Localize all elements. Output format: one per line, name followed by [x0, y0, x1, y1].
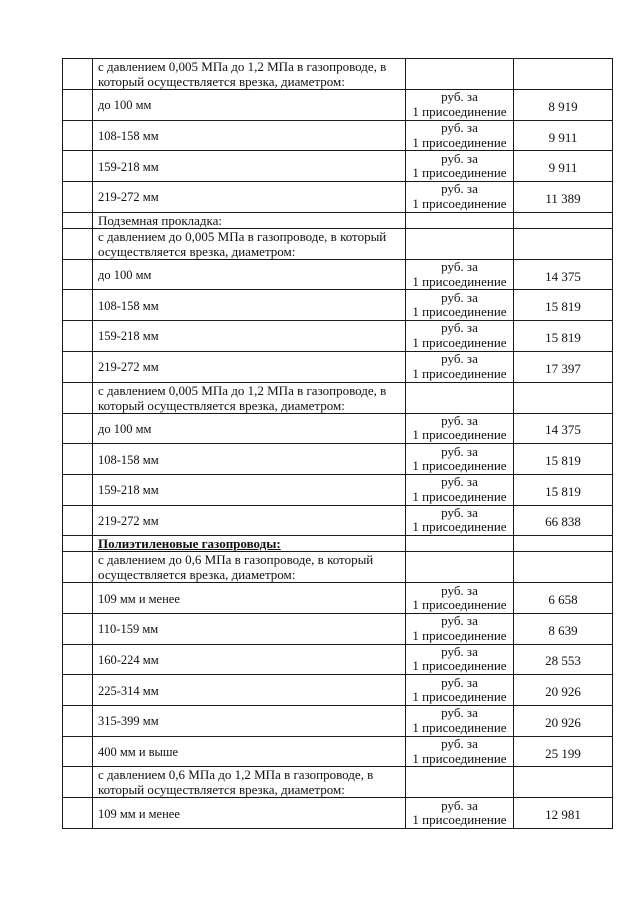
- unit-cell: [406, 798, 514, 829]
- unit-line: руб. за: [441, 89, 478, 105]
- price-cell: [514, 767, 613, 798]
- description-line: который осуществляется врезка, диаметром:: [98, 782, 345, 798]
- description-line: с давлением до 0,005 МПа в газопроводе, в который: [98, 228, 387, 244]
- unit-cell: [406, 90, 514, 121]
- unit-line: руб. за: [441, 351, 478, 367]
- description-cell: [93, 351, 406, 382]
- description-cell: [93, 613, 406, 644]
- description-cell: [93, 321, 406, 352]
- table-row: [63, 798, 613, 829]
- row-number-cell: [63, 351, 93, 382]
- row-number-cell: [63, 505, 93, 536]
- table-row: [63, 120, 613, 151]
- price-value: 12 981: [545, 807, 581, 823]
- pipe-diameter: до 100 мм: [98, 98, 152, 113]
- group-title-row: [63, 536, 613, 552]
- table-row: [63, 644, 613, 675]
- description-line: с давлением 0,005 МПа до 1,2 МПа в газопроводе, в: [98, 382, 387, 398]
- unit-line: 1 присоединение: [412, 273, 507, 289]
- table-row: [63, 351, 613, 382]
- description-cell: [93, 536, 406, 552]
- unit-line: 1 присоединение: [412, 750, 507, 766]
- subheader-row: [63, 382, 613, 413]
- unit-cell: [406, 613, 514, 644]
- unit-line: 1 присоединение: [412, 627, 507, 643]
- description-cell: [93, 59, 406, 90]
- table-row: [63, 583, 613, 614]
- pipe-diameter: 315-399 мм: [98, 714, 159, 729]
- unit-line: руб. за: [441, 259, 478, 275]
- unit-line: 1 присоединение: [412, 427, 507, 443]
- row-number-cell: [63, 413, 93, 444]
- price-value: 6 658: [548, 592, 578, 608]
- pipe-diameter: 160-224 мм: [98, 652, 159, 667]
- price-cell: [514, 444, 613, 475]
- description-cell: [93, 798, 406, 829]
- row-number-cell: [63, 90, 93, 121]
- row-number-cell: [63, 382, 93, 413]
- description-cell: [93, 182, 406, 213]
- unit-line: руб. за: [441, 181, 478, 197]
- table-body: [63, 59, 613, 829]
- pipe-diameter: 108-158 мм: [98, 452, 159, 467]
- price-value: 9 911: [548, 160, 578, 176]
- price-cell: [514, 505, 613, 536]
- unit-line: 1 присоединение: [412, 195, 507, 211]
- pipe-diameter: 109 мм и менее: [98, 591, 180, 606]
- table-row: [63, 444, 613, 475]
- price-value: 15 819: [545, 483, 581, 499]
- unit-cell: [406, 212, 514, 228]
- unit-cell: [406, 259, 514, 290]
- pipe-diameter: 108-158 мм: [98, 129, 159, 144]
- price-cell: [514, 736, 613, 767]
- unit-line: руб. за: [441, 120, 478, 136]
- description-cell: [93, 583, 406, 614]
- unit-cell: [406, 151, 514, 182]
- unit-cell: [406, 583, 514, 614]
- unit-line: руб. за: [441, 150, 478, 166]
- row-number-cell: [63, 736, 93, 767]
- row-number-cell: [63, 228, 93, 259]
- description-line: осуществляется врезка, диаметром:: [98, 567, 296, 583]
- description-cell: [93, 552, 406, 583]
- row-number-cell: [63, 675, 93, 706]
- table-row: [63, 613, 613, 644]
- subheader-row: [63, 59, 613, 90]
- price-cell: [514, 59, 613, 90]
- unit-cell: [406, 706, 514, 737]
- unit-cell: [406, 505, 514, 536]
- pipe-diameter: 108-158 мм: [98, 298, 159, 313]
- unit-line: руб. за: [441, 797, 478, 813]
- unit-line: 1 присоединение: [412, 334, 507, 350]
- section-row: [63, 212, 613, 228]
- price-cell: [514, 90, 613, 121]
- row-number-cell: [63, 59, 93, 90]
- tariff-table: [62, 58, 613, 829]
- price-cell: [514, 382, 613, 413]
- row-number-cell: [63, 613, 93, 644]
- price-value: 8 639: [548, 622, 578, 638]
- unit-line: руб. за: [441, 474, 478, 490]
- unit-cell: [406, 767, 514, 798]
- price-value: 15 819: [545, 299, 581, 315]
- price-cell: [514, 706, 613, 737]
- price-cell: [514, 182, 613, 213]
- price-value: 14 375: [545, 268, 581, 284]
- unit-cell: [406, 182, 514, 213]
- price-cell: [514, 228, 613, 259]
- group-title: Полиэтиленовые газопроводы:: [98, 536, 281, 552]
- price-value: 8 919: [548, 98, 578, 114]
- row-number-cell: [63, 536, 93, 552]
- table-row: [63, 675, 613, 706]
- unit-line: руб. за: [441, 582, 478, 598]
- unit-cell: [406, 536, 514, 552]
- subheader-row: [63, 552, 613, 583]
- unit-line: 1 присоединение: [412, 365, 507, 381]
- pipe-diameter: 110-159 мм: [98, 622, 159, 637]
- price-cell: [514, 120, 613, 151]
- price-cell: [514, 552, 613, 583]
- row-number-cell: [63, 212, 93, 228]
- table-row: [63, 151, 613, 182]
- price-cell: [514, 474, 613, 505]
- price-cell: [514, 351, 613, 382]
- unit-cell: [406, 552, 514, 583]
- pipe-diameter: 219-272 мм: [98, 513, 159, 528]
- description-cell: [93, 505, 406, 536]
- pipe-diameter: 225-314 мм: [98, 683, 159, 698]
- unit-line: руб. за: [441, 320, 478, 336]
- price-cell: [514, 259, 613, 290]
- row-number-cell: [63, 120, 93, 151]
- description-line: с давлением 0,005 МПа до 1,2 МПа в газопроводе, в: [98, 59, 387, 74]
- unit-cell: [406, 120, 514, 151]
- unit-cell: [406, 644, 514, 675]
- table-row: [63, 706, 613, 737]
- price-cell: [514, 290, 613, 321]
- description-cell: [93, 767, 406, 798]
- row-number-cell: [63, 552, 93, 583]
- unit-line: руб. за: [441, 413, 478, 428]
- row-number-cell: [63, 321, 93, 352]
- price-cell: [514, 536, 613, 552]
- unit-line: 1 присоединение: [412, 689, 507, 705]
- unit-line: руб. за: [441, 505, 478, 520]
- price-cell: [514, 798, 613, 829]
- unit-cell: [406, 413, 514, 444]
- unit-line: 1 присоединение: [412, 519, 507, 535]
- description-cell: [93, 644, 406, 675]
- unit-line: руб. за: [441, 289, 478, 305]
- description-cell: [93, 120, 406, 151]
- unit-cell: [406, 290, 514, 321]
- subheader-row: [63, 767, 613, 798]
- price-cell: [514, 151, 613, 182]
- price-value: 20 926: [545, 714, 581, 730]
- price-value: 14 375: [545, 422, 581, 438]
- description-line: с давлением до 0,6 МПа в газопроводе, в который: [98, 552, 374, 568]
- table-row: [63, 259, 613, 290]
- row-number-cell: [63, 798, 93, 829]
- unit-cell: [406, 59, 514, 90]
- unit-cell: [406, 444, 514, 475]
- row-number-cell: [63, 444, 93, 475]
- table-row: [63, 182, 613, 213]
- pipe-diameter: 159-218 мм: [98, 483, 159, 498]
- unit-line: руб. за: [441, 613, 478, 629]
- pipe-diameter: до 100 мм: [98, 268, 152, 283]
- unit-line: 1 присоединение: [412, 658, 507, 674]
- price-cell: [514, 613, 613, 644]
- unit-line: 1 присоединение: [412, 165, 507, 181]
- row-number-cell: [63, 767, 93, 798]
- unit-cell: [406, 228, 514, 259]
- description-cell: [93, 90, 406, 121]
- unit-line: 1 присоединение: [412, 597, 507, 613]
- unit-line: 1 присоединение: [412, 134, 507, 150]
- row-number-cell: [63, 259, 93, 290]
- description-line: с давлением 0,6 МПа до 1,2 МПа в газопроводе, в: [98, 767, 374, 783]
- description-cell: [93, 675, 406, 706]
- table-row: [63, 321, 613, 352]
- description-cell: [93, 474, 406, 505]
- unit-line: руб. за: [441, 705, 478, 721]
- price-value: 11 389: [545, 190, 581, 206]
- row-number-cell: [63, 706, 93, 737]
- price-cell: [514, 321, 613, 352]
- pipe-diameter: 219-272 мм: [98, 360, 159, 375]
- section-title: Подземная прокладка:: [98, 212, 223, 228]
- row-number-cell: [63, 583, 93, 614]
- unit-line: руб. за: [441, 644, 478, 659]
- pipe-diameter: 400 мм и выше: [98, 745, 179, 760]
- unit-line: руб. за: [441, 736, 478, 752]
- row-number-cell: [63, 151, 93, 182]
- price-value: 66 838: [545, 514, 581, 530]
- description-cell: [93, 444, 406, 475]
- price-cell: [514, 675, 613, 706]
- price-cell: [514, 644, 613, 675]
- description-cell: [93, 736, 406, 767]
- unit-cell: [406, 736, 514, 767]
- row-number-cell: [63, 182, 93, 213]
- description-cell: [93, 151, 406, 182]
- price-value: 20 926: [545, 684, 581, 700]
- price-cell: [514, 212, 613, 228]
- price-value: 9 911: [548, 129, 578, 145]
- price-value: 15 819: [545, 453, 581, 469]
- table-row: [63, 90, 613, 121]
- unit-cell: [406, 474, 514, 505]
- pipe-diameter: 159-218 мм: [98, 159, 159, 174]
- unit-cell: [406, 382, 514, 413]
- table-row: [63, 505, 613, 536]
- description-cell: [93, 706, 406, 737]
- row-number-cell: [63, 474, 93, 505]
- price-value: 17 397: [545, 360, 581, 376]
- description-line: осуществляется врезка, диаметром:: [98, 243, 296, 259]
- unit-line: руб. за: [441, 443, 478, 459]
- description-cell: [93, 212, 406, 228]
- description-cell: [93, 228, 406, 259]
- unit-line: 1 присоединение: [412, 719, 507, 735]
- description-line: который осуществляется врезка, диаметром:: [98, 397, 345, 413]
- unit-line: 1 присоединение: [412, 812, 507, 828]
- description-cell: [93, 413, 406, 444]
- table-row: [63, 736, 613, 767]
- unit-cell: [406, 675, 514, 706]
- unit-cell: [406, 321, 514, 352]
- table-row: [63, 290, 613, 321]
- price-cell: [514, 583, 613, 614]
- unit-cell: [406, 351, 514, 382]
- unit-line: 1 присоединение: [412, 304, 507, 320]
- table-row: [63, 474, 613, 505]
- subheader-row: [63, 228, 613, 259]
- table-row: [63, 413, 613, 444]
- row-number-cell: [63, 644, 93, 675]
- pipe-diameter: 219-272 мм: [98, 190, 159, 205]
- price-value: 15 819: [545, 329, 581, 345]
- price-cell: [514, 413, 613, 444]
- unit-line: 1 присоединение: [412, 488, 507, 504]
- row-number-cell: [63, 290, 93, 321]
- pipe-diameter: до 100 мм: [98, 421, 152, 436]
- pipe-diameter: 109 мм и менее: [98, 806, 180, 821]
- unit-line: 1 присоединение: [412, 458, 507, 474]
- unit-line: 1 присоединение: [412, 103, 507, 119]
- description-cell: [93, 290, 406, 321]
- unit-line: руб. за: [441, 674, 478, 690]
- pipe-diameter: 159-218 мм: [98, 329, 159, 344]
- price-value: 25 199: [545, 745, 581, 761]
- price-value: 28 553: [545, 653, 581, 669]
- description-cell: [93, 259, 406, 290]
- description-cell: [93, 382, 406, 413]
- description-line: который осуществляется врезка, диаметром:: [98, 74, 345, 89]
